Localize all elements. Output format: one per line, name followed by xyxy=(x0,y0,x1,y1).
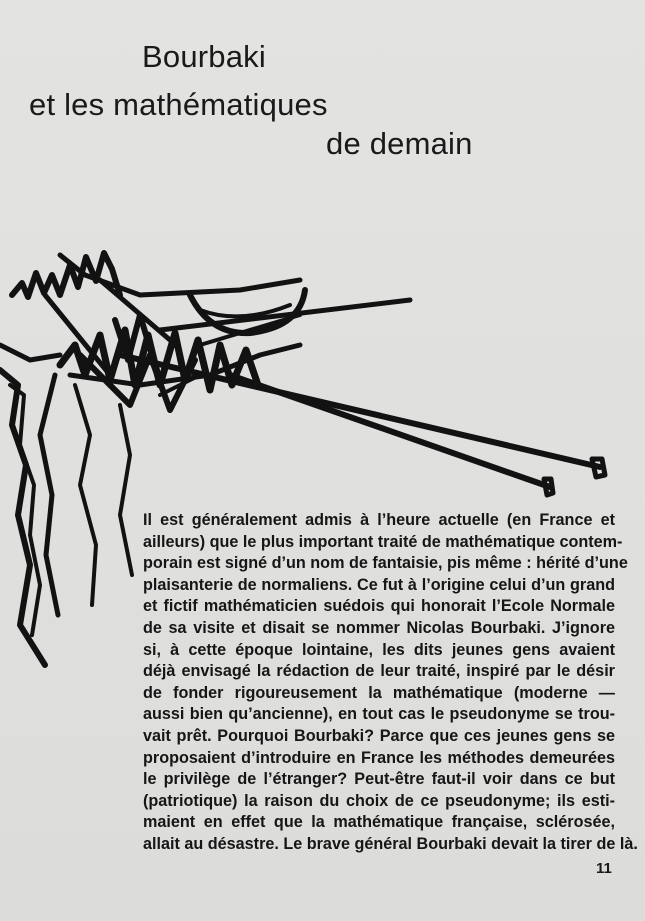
body-line: ailleurs) que le plus important traité de mathématique contem- xyxy=(143,532,623,551)
body-line: porain est signé d’un nom de fantaisie, pis même : hérité d’une xyxy=(143,554,628,573)
body-line: de fonder rigoureusement la mathématique (moderne — xyxy=(143,683,615,702)
page-number: 11 xyxy=(596,860,612,877)
body-line: et fictif mathématicien suédois qui honorait l’Ecole Normale xyxy=(143,597,615,616)
body-line: de sa visite et disait se nommer Nicolas Bourbaki. J’ignore xyxy=(143,618,615,637)
body-line: (patriotique) la raison du choix de ce pseudonyme; ils esti- xyxy=(143,791,615,810)
title-line-3: de demain xyxy=(326,126,473,161)
body-line: le privilège de l’étranger? Peut-être faut-il voir dans ce but xyxy=(143,770,615,789)
body-line: Il est généralement admis à l’heure actuelle (en France et xyxy=(143,511,615,529)
body-line: aussi bien qu’ancienne), en tout cas le pseudonyme se trou- xyxy=(143,705,615,724)
body-line: maient en effet que la mathématique française, sclérosée, xyxy=(143,813,615,832)
body-line: déjà envisagé la rédaction de leur traité, inspiré par le désir xyxy=(143,662,615,681)
body-line: vait prêt. Pourquoi Bourbaki? Parce que ces jeunes gens se xyxy=(143,726,615,745)
body-line: proposaient d’introduire en France les méthodes demeurées xyxy=(143,748,615,767)
article-body xyxy=(143,510,638,856)
body-line: plaisanterie de normaliens. Ce fut à l’origine celui d’un grand xyxy=(143,575,615,594)
title-line-2: et les mathématiques xyxy=(29,87,328,122)
title-line-1: Bourbaki xyxy=(142,39,266,74)
body-line: si, à cette époque lointaine, les dits jeunes gens avaient xyxy=(143,640,615,659)
body-line: allait au désastre. Le brave général Bourbaki devait la tirer de là. xyxy=(143,834,638,853)
